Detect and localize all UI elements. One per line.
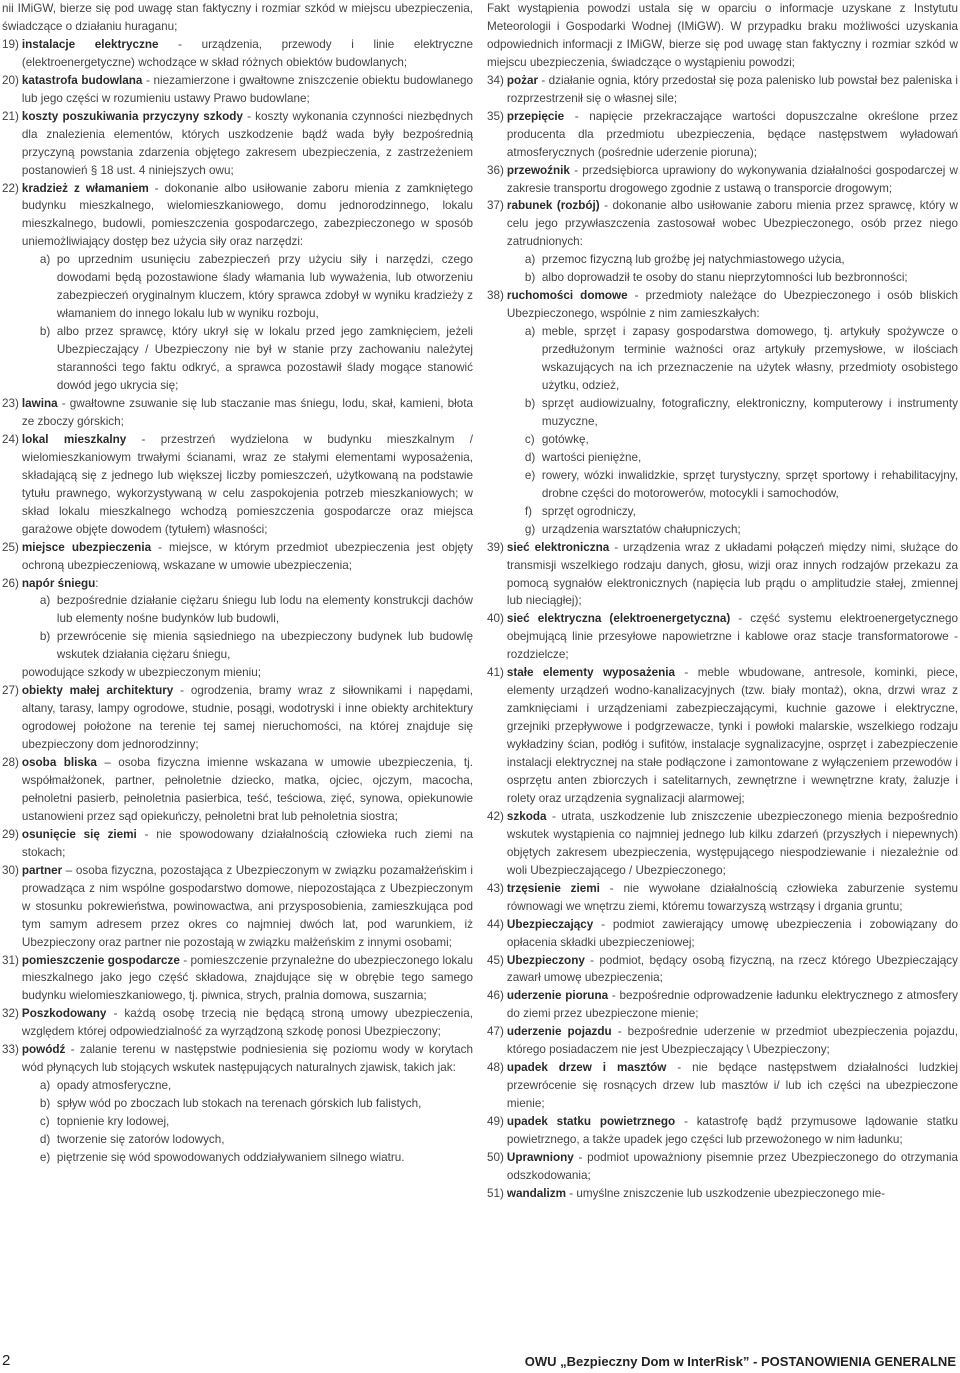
definition-term: partner — [21, 863, 63, 877]
definition-subitem — [525, 467, 958, 503]
subitem-text: przemoc fizyczną lub groźbę jej natychmiastowego użycia, — [541, 253, 845, 267]
definition-term: koszty poszukiwania przyczyny szkody — [21, 109, 243, 123]
definition-number: 19) — [2, 37, 19, 51]
definition-body — [507, 987, 958, 1023]
definition-text — [507, 987, 958, 1023]
definition-subitem — [40, 323, 473, 395]
definition-term: upadek drzew i masztów — [506, 1061, 667, 1075]
definition-term: lawina — [21, 396, 58, 410]
definition-number: 47) — [487, 1025, 504, 1039]
definition-number: 30) — [2, 863, 19, 877]
definition-text — [22, 826, 473, 862]
subitem-letter: b) — [39, 325, 51, 339]
definition-description: - nie będące następstwem działalności ludzkiej przewrócenie się rosnących drzew lub masztów i/ lub ich części na ubezpieczone mienie; — [506, 1061, 958, 1111]
definition-entry — [487, 539, 958, 611]
definition-description: - działanie ognia, który przedostał się poza palenisko lub powstał bez paleniska i rozprzestrzenił się o własnej sile; — [506, 73, 958, 105]
definition-text — [22, 1041, 473, 1077]
definition-number: 50) — [487, 1151, 504, 1164]
definition-number: 45) — [487, 953, 504, 967]
definition-description: - ogrodzenia, bramy wraz z siłownikami i napędami, altany, tarasy, lampy ogrodowe, studnie, posągi, wodotryski i inne obiekty architektury ogrodowej położone na terenie tej samej nieruchomości, na której znajduje się ubezpieczony dom jednorodzinny; — [21, 684, 473, 752]
definition-term: Poszkodowany — [21, 1007, 107, 1021]
definition-entry — [487, 808, 958, 880]
definition-term: obiekty małej architektury — [21, 684, 174, 698]
definition-term: Ubezpieczony — [506, 953, 585, 967]
definition-description: - przestrzeń wydzielona w budynku mieszkalnym / wielomieszkaniowym trwałymi ścianami, wraz ze stałymi elementami wyposażenia, składającą się z jednego lub większej liczby pomieszczeń, użytkowaną na podstawie tytułu prawnego, wykorzystywaną w celu zaspokojenia potrzeb mieszkaniowych; w skład lokalu mieszkalnego wchodzą pomieszczenia gospodarcze oraz miejsca garażowe objęte dowodem (tytułem) własności; — [21, 432, 473, 536]
definition-number: 42) — [487, 809, 504, 823]
definition-number: 43) — [487, 881, 504, 895]
definition-number: 28) — [2, 756, 19, 770]
definition-text — [507, 808, 958, 880]
definition-entry — [487, 880, 958, 916]
subitem-text: wartości pieniężne, — [541, 450, 642, 464]
definition-description: : — [95, 576, 99, 590]
definition-entry — [2, 826, 473, 862]
definition-description: - meble wbudowane, antresole, kominki, piece, elementy urządzeń wodno-kanalizacyjnych (tzw. biały montaż), okna, drzwi wraz z zamknięciami i urządzeniami zabezpieczającymi, kuchnie gazowe i elektryczne, grzejniki przepływowe i podgrzewacze, tynki i powłoki malarskie, wszelkiego rodzaju wykładziny ścian, podłóg i sufitów, instalacje sygnalizacyjne, osprzęt i zabezpieczenie instalacji elektrycznej na stałe podłączone i zamontowane z wyłączeniem przewodów i osprzętu anten zbiorczych i satelitarnych, zewnętrzne i wewnętrzne kraty, żaluzje i rolety oraz urządzenia sygnalizacji alarmowej; — [506, 666, 959, 805]
subitem-letter: d) — [39, 1133, 51, 1147]
definition-text — [507, 108, 958, 162]
subitem-text: meble, sprzęt i zapasy gospodarstwa domowego, tj. artykuły spożywcze o przedłużonym terminie ważności oraz artykuły przemysłowe, w ilościach wskazujących na ich przeznaczenie na użytek własny, przedmioty osobistego użytku, odzież, — [541, 325, 958, 393]
definition-number: 24) — [2, 432, 19, 446]
definition-entry — [2, 952, 473, 1006]
definition-text — [22, 36, 473, 72]
definition-body — [507, 287, 958, 538]
definition-term: katastrofa budowlana — [21, 73, 143, 87]
definition-entry — [487, 664, 958, 808]
definition-body — [22, 682, 473, 754]
definition-description: - podmiot zawierający umowę ubezpieczenia i zobowiązany do opłacenia składki ubezpieczeniowej; — [506, 917, 958, 949]
definition-description: - urządzenia, przewody i linie elektryczne (elektroenergetyczne) wchodzące w skład różnych obiektów budowlanych; — [21, 37, 473, 69]
definition-text — [507, 664, 958, 808]
definition-entry — [2, 862, 473, 952]
definition-number: 23) — [2, 396, 19, 410]
definition-body — [507, 1059, 958, 1113]
definition-description: – osoba fizyczna imienne wskazana w umowie ubezpieczenia, tj. współmałżonek, partner, pełnoletnie dziecko, matka, ojciec, ojczym, macocha, pełnoletni pasierb, pełnoletnia pasierbica, teść, teściowa, zięć, synowa, opiekunowie ustanowieni przez sąd opiekuńczy, pełnoletni brat lub pełnoletnia siostra; — [21, 756, 473, 823]
definition-entry — [487, 72, 958, 108]
definition-term: przewoźnik — [506, 163, 570, 177]
definition-entry — [2, 682, 473, 754]
definition-number: 22) — [2, 181, 19, 195]
definition-term: szkoda — [506, 809, 547, 823]
definition-description: - zalanie terenu w następstwie podniesienia się poziomu wody w korytach wód płynących lub stojących wskutek następujących naturalnych zjawisk, takich jak: — [21, 1043, 473, 1075]
definition-subitem — [525, 395, 958, 431]
definition-entry — [2, 36, 473, 72]
subitem-letter: a) — [524, 325, 536, 339]
subitem-letter: a) — [39, 594, 51, 608]
subitem-text: po uprzednim usunięciu zabezpieczeń przy użyciu siły i narzędzi, czego dowodami będą pozostawione ślady włamania lub wyważenia, lub otworzeniu zabezpieczeń oryginalnym kluczem, który sprawca zdobył w wyniku kradzieży z włamaniem do innego lokalu lub w wyniku rozboju, — [56, 253, 473, 321]
definition-entry — [2, 108, 473, 180]
definition-number: 35) — [487, 109, 504, 123]
definition-text — [507, 1059, 958, 1113]
definition-entry — [487, 1149, 958, 1185]
column-intro: nii IMiGW, bierze się pod uwagę stan faktyczny i rozmiar szkód w miejscu ubezpieczenia, świadczące o działaniu huraganu; — [2, 2, 473, 33]
definition-entry — [2, 754, 473, 826]
definition-body — [507, 197, 958, 287]
definition-subitem — [40, 1131, 473, 1149]
subitem-text: sprzęt ogrodniczy, — [541, 504, 636, 518]
definition-number: 44) — [487, 917, 504, 931]
definition-text — [22, 1005, 473, 1041]
subitem-text: urządzenia warsztatów chałupniczych; — [541, 522, 741, 536]
definition-subitem — [525, 521, 958, 539]
definition-text — [22, 431, 473, 539]
definition-term: sieć elektroniczna — [506, 540, 610, 554]
definition-body — [22, 862, 473, 952]
left-column — [2, 0, 473, 1300]
definition-description: - katastrofę bądź przymusowe lądowanie statku powietrznego, a także upadek jego części lub przewożonego w nim ładunku; — [506, 1115, 958, 1147]
subitem-letter: b) — [524, 396, 536, 410]
definition-number: 51) — [487, 1186, 504, 1200]
definition-description: - przedsiębiorca uprawiony do wykonywania działalności gospodarczej w zakresie transportu drogowego zgodnie z ustawą o transporcie drogowym; — [506, 163, 958, 195]
definition-number: 31) — [2, 953, 19, 967]
definition-text — [22, 754, 473, 826]
definition-number: 38) — [487, 289, 504, 303]
subitem-letter: g) — [524, 522, 536, 536]
definition-text — [507, 539, 958, 611]
definition-body — [507, 1185, 958, 1203]
definition-subitem — [525, 503, 958, 521]
definition-body — [22, 36, 473, 72]
definition-closing-text: powodujące szkody w ubezpieczonym mieniu; — [21, 666, 261, 680]
definition-term: lokal mieszkalny — [21, 432, 127, 446]
definition-number: 46) — [487, 989, 504, 1003]
definition-term: kradzież z włamaniem — [21, 181, 149, 195]
definition-body — [507, 1023, 958, 1059]
definition-term: osoba bliska — [21, 756, 97, 770]
subitem-letter: a) — [524, 253, 536, 267]
definition-text — [507, 1185, 958, 1203]
definition-number: 36) — [487, 163, 504, 177]
definition-body — [22, 754, 473, 826]
definition-body — [22, 431, 473, 539]
definition-term: wandalizm — [506, 1186, 567, 1200]
definition-subitem — [525, 251, 958, 269]
definition-entry — [2, 539, 473, 575]
subitem-text: gotówkę, — [541, 432, 589, 446]
definition-description: - niezamierzone i gwałtowne zniszczenie obiektu budowlanego lub jego części w rozumieniu ustawy Prawo budowlane; — [21, 73, 473, 105]
subitem-letter: b) — [524, 271, 536, 285]
definition-subitem — [525, 269, 958, 287]
definition-number: 25) — [2, 540, 19, 554]
definition-body — [22, 1041, 473, 1167]
subitem-text: topnienie kry lodowej, — [56, 1115, 170, 1129]
definition-number: 39) — [487, 540, 504, 554]
definition-body — [22, 395, 473, 431]
definition-term: pomieszczenie gospodarcze — [21, 953, 180, 967]
definition-entry — [487, 952, 958, 988]
definition-body — [507, 1113, 958, 1149]
subitem-letter: e) — [524, 468, 536, 482]
definition-text — [22, 952, 473, 1006]
definition-term: stałe elementy wyposażenia — [506, 666, 676, 680]
definition-body — [507, 108, 958, 162]
definition-description: - urządzenia wraz z układami połączeń między nimi, służące do transmisji wszelkiego rodzaju danych, głosu, wizji oraz innych rodzajów przekazu za pomocą sygnałów elektronicznych (napięcia lub prądu o amplitudzie stałej, zmiennej lub nieciągłej); — [506, 540, 958, 608]
definition-text — [507, 1149, 958, 1185]
definition-body — [22, 575, 473, 683]
definition-description: - utrata, uszkodzenie lub zniszczenie ubezpieczonego mienia bezpośrednio wskutek wystąpienia co najmniej jednego lub kilku zdarzeń (przyszłych i niepewnych) objętych zakresem ubezpieczenia, występującego niespodziewanie i niezależnie od woli Ubezpieczającego / Ubezpieczonego; — [506, 809, 958, 877]
definition-description: - gwałtowne zsuwanie się lub staczanie mas śniegu, lodu, skał, kamieni, błota ze zboczy górskich; — [21, 396, 473, 428]
definition-text — [22, 539, 473, 575]
subitem-letter: c) — [524, 432, 535, 446]
definition-entry — [487, 162, 958, 198]
definition-term: napór śniegu — [21, 576, 96, 590]
definition-entry — [487, 987, 958, 1023]
subitem-text: opady atmosferyczne, — [56, 1079, 172, 1093]
definition-term: miejsce ubezpieczenia — [21, 540, 152, 554]
definition-text — [507, 287, 958, 323]
footer-title: OWU „Bezpieczny Dom w InterRisk” - POSTANOWIENIA GENERALNE — [524, 1354, 956, 1369]
definition-term: upadek statku powietrznego — [506, 1115, 676, 1129]
definition-entry — [2, 431, 473, 539]
subitem-text: rowery, wózki inwalidzkie, sprzęt turystyczny, sprzęt sportowy i rehabilitacyjny, drobne części do motorowerów, motocykli i samochodów, — [541, 468, 958, 500]
definition-term: Ubezpieczający — [506, 917, 594, 931]
definition-description: - pomieszczenie przynależne do ubezpieczonego lokalu mieszkalnego jako jego część składowa, znajdujące się w obrębie tego samego budynku wielomieszkaniowego, tj. piwnica, strych, pralnia domowa, suszarnia; — [21, 953, 474, 1003]
subitem-letter: f) — [524, 504, 533, 518]
definition-body — [507, 539, 958, 611]
subitem-letter: a) — [39, 253, 51, 267]
definition-subitem — [40, 628, 473, 664]
subitem-text: albo przez sprawcę, który ukrył się w lokalu przed jego zamknięciem, jeżeli Ubezpieczający / Ubezpieczony nie był w stanie przy zachowaniu należytej staranności tego faktu odkryć, a sprawca pozostawił ślady mogące stanowić dowód jego ukrycia się; — [56, 325, 473, 393]
definition-term: uderzenie pioruna — [506, 989, 609, 1003]
definition-subitem — [40, 1113, 473, 1131]
definition-number: 20) — [2, 73, 19, 87]
definition-subitem — [40, 1095, 473, 1113]
definition-term: uderzenie pojazdu — [506, 1025, 612, 1039]
definition-description: - umyślne zniszczenie lub uszkodzenie ubezpieczonego mie- — [566, 1186, 885, 1200]
definition-description: - nie wywołane działalnością człowieka zaburzenie systemu równowagi we wnętrzu ziemi, któremu towarzyszą wstrząsy i drgania gruntu; — [506, 881, 958, 913]
definition-number: 48) — [487, 1061, 504, 1075]
definition-text — [22, 575, 473, 593]
definition-body — [507, 880, 958, 916]
definition-body — [507, 808, 958, 880]
definition-term: Uprawniony — [506, 1151, 574, 1164]
subitem-text: albo doprowadził te osoby do stanu nieprzytomności lub bezbronności; — [541, 271, 908, 285]
definition-term: osunięcie się ziemi — [21, 827, 137, 841]
column-intro: Fakt wystąpienia powodzi ustala się w oparciu o informacje uzyskane z Instytutu Meteorologii i Gospodarki Wodnej (IMiGW). W przypadku braku możliwości uzyskania odpowiednich informacji z IMiGW, bierze się pod uwagę stan faktyczny i rozmiar szkód w miejscu ubezpieczenia, świadczące o wystąpieniu powodzi; — [487, 2, 958, 69]
definition-text — [507, 610, 958, 664]
definition-term: pożar — [506, 73, 539, 87]
definition-text — [22, 682, 473, 754]
definition-description: - bezpośrednie odprowadzenie ładunku elektrycznego z atmosfery do ziemi przez ubezpieczone mienie; — [506, 989, 958, 1021]
definition-body — [507, 1149, 958, 1185]
definition-body — [22, 72, 473, 108]
definition-entry — [487, 1185, 958, 1203]
definition-term: sieć elektryczna (elektroenergetyczna) — [506, 612, 731, 626]
definition-number: 40) — [487, 612, 504, 626]
definition-subitem — [525, 323, 958, 395]
definition-body — [507, 952, 958, 988]
definition-description: - dokonanie albo usiłowanie zaboru mienia z zamkniętego budynku mieszkalnego, wielomieszkaniowego, domu jednorodzinnego, lokalu mieszkalnego, budowli, pomieszczenia gospodarczego, zabezpieczonego w sposób uniemożliwiający dostęp bez użycia siły oraz narzędzi: — [21, 181, 473, 249]
definition-body — [22, 108, 473, 180]
definition-body — [22, 539, 473, 575]
page-number: 2 — [2, 1352, 11, 1369]
page-footer — [0, 1352, 960, 1372]
definition-description: - miejsce, w którym przedmiot ubezpieczenia jest objęty ochroną ubezpieczeniową, wskazane w umowie ubezpieczenia; — [21, 540, 474, 572]
definition-term: rabunek (rozbój) — [506, 199, 600, 213]
definition-term: przepięcie — [506, 109, 565, 123]
subitem-letter: b) — [39, 1097, 51, 1111]
definition-number: 29) — [2, 827, 19, 841]
definition-description: - bezpośrednie uderzenie w przedmiot ubezpieczenia pojazdu, którego posiadaczem nie jest Ubezpieczający \ Ubezpieczony; — [506, 1025, 958, 1057]
definition-subitem — [525, 431, 958, 449]
definition-number: 32) — [2, 1007, 19, 1021]
definition-subitem — [40, 1149, 473, 1167]
definition-entry — [2, 180, 473, 395]
subitem-text: piętrzenie się wód spowodowanych oddziaływaniem silnego wiatru. — [56, 1151, 405, 1164]
definition-description: - podmiot, będący osobą fizyczną, na rzecz którego Ubezpieczający zawarł umowę ubezpieczenia; — [506, 953, 958, 985]
definition-description: - dokonanie albo usiłowanie zaboru mienia przez sprawcę, który w celu jego przywłaszczenia zastosował wobec Ubezpieczonego, osób przez niego zatrudnionych: — [506, 199, 958, 249]
definition-entry — [487, 610, 958, 664]
definition-text — [507, 916, 958, 952]
definition-entry — [2, 72, 473, 108]
definition-number: 34) — [487, 73, 504, 87]
definition-description: - koszty wykonania czynności niezbędnych dla znalezienia elementów, których uszkodzenie bądź wada były bezpośrednią przyczyną powstania zdarzenia objętego zakresem ubezpieczenia, z zastrzeżeniem postanowień § 18 ust. 4 niniejszych owu; — [21, 109, 473, 177]
subitem-text: przewrócenie się mienia sąsiedniego na ubezpieczony budynek lub budowlę wskutek działania ciężaru śniegu, — [56, 630, 473, 662]
definition-entry — [2, 1005, 473, 1041]
definition-body — [22, 826, 473, 862]
definition-body — [507, 664, 958, 808]
definition-text — [22, 862, 473, 952]
definition-body — [22, 1005, 473, 1041]
subitem-letter: a) — [39, 1079, 51, 1093]
definition-body — [507, 72, 958, 108]
definition-number: 27) — [2, 684, 19, 698]
definition-text — [507, 197, 958, 251]
definition-entry — [487, 1059, 958, 1113]
definition-term: instalacje elektryczne — [21, 37, 159, 51]
definition-entry — [2, 575, 473, 683]
definition-entry — [2, 395, 473, 431]
definition-body — [22, 952, 473, 1006]
definition-number: 41) — [487, 666, 504, 680]
right-column — [487, 0, 958, 1300]
definition-term: ruchomości domowe — [506, 289, 628, 303]
definition-description: - nie spowodowany działalnością człowieka ruch ziemi na stokach; — [21, 827, 473, 859]
subitem-text: spływ wód po zboczach lub stokach na terenach górskich lub falistych, — [56, 1097, 422, 1111]
definition-number: 21) — [2, 109, 19, 123]
definition-text — [507, 162, 958, 198]
definition-subitem — [525, 449, 958, 467]
definition-text — [22, 108, 473, 180]
definition-entry — [487, 1113, 958, 1149]
subitem-text: tworzenie się zatorów lodowych, — [56, 1133, 225, 1147]
subitem-letter: e) — [39, 1151, 51, 1164]
definition-number: 33) — [2, 1043, 19, 1057]
subitem-letter: d) — [524, 450, 536, 464]
definition-description: - każdą osobę trzecią nie będącą stroną umowy ubezpieczenia, względem której odpowiedzialność za wyrządzoną szkodę ponosi Ubezpieczony; — [21, 1007, 473, 1039]
definition-number: 37) — [487, 199, 504, 213]
definition-entry — [487, 1023, 958, 1059]
definition-text — [22, 180, 473, 252]
definition-text — [507, 72, 958, 108]
definition-text — [507, 880, 958, 916]
definition-text — [22, 72, 473, 108]
definition-term: trzęsienie ziemi — [506, 881, 600, 895]
definition-body — [507, 610, 958, 664]
definition-subitem — [40, 1077, 473, 1095]
definition-entry — [487, 916, 958, 952]
definition-subitem — [40, 251, 473, 323]
subitem-text: sprzęt audiowizualny, fotograficzny, elektroniczny, komputerowy i instrumenty muzyczne, — [541, 396, 958, 428]
definition-description: - część systemu elektroenergetycznego obejmującą linie przesyłowe napowietrzne i kablowe oraz stacje transformatorowe - rozdzielcze; — [506, 612, 958, 662]
definition-entry — [2, 1041, 473, 1167]
definition-body — [22, 180, 473, 395]
definition-description: - napięcie przekraczające wartości dopuszczalne określone przez producenta dla przedmiotu ubezpieczenia, będące następstwem wyładowań atmosferycznych (pośrednie uderzenie pioruna); — [506, 109, 958, 159]
definition-text — [22, 395, 473, 431]
definition-description: - przedmioty należące do Ubezpieczonego i osób bliskich Ubezpieczonego, wspólnie z nim zamieszkałych: — [506, 289, 958, 321]
definition-entry — [487, 197, 958, 287]
definition-text — [507, 1023, 958, 1059]
document-columns — [2, 0, 958, 1300]
definition-number: 26) — [2, 576, 19, 590]
definition-entry — [487, 108, 958, 162]
definition-text — [507, 1113, 958, 1149]
subitem-letter: b) — [39, 630, 51, 644]
definition-description: - podmiot upoważniony pisemnie przez Ubezpieczonego do otrzymania odszkodowania; — [506, 1151, 958, 1182]
subitem-letter: c) — [39, 1115, 50, 1129]
definition-body — [507, 916, 958, 952]
definition-body — [507, 162, 958, 198]
subitem-text: bezpośrednie działanie ciężaru śniegu lub lodu na elementy konstrukcji dachów lub elementy nośne budynków lub budowli, — [56, 594, 473, 626]
definition-entry — [487, 287, 958, 538]
definition-description: – osoba fizyczna, pozostająca z Ubezpieczonym w związku pozamałżeńskim i prowadząca z nim wspólne gospodarstwo domowe, niepozostająca z Ubezpieczonym w stosunku pokrewieństwa, powinowactwa, ani przysposobienia, zamieszkująca pod tym samym adresem przez okres co najmniej dwóch lat, pod warunkiem, iż Ubezpieczony oraz partner nie pozostają w związku małżeńskim z innymi osobami; — [21, 863, 473, 949]
definition-subitem — [40, 592, 473, 628]
definition-number: 49) — [487, 1115, 504, 1129]
definition-text — [507, 952, 958, 988]
definition-term: powódź — [21, 1043, 66, 1057]
